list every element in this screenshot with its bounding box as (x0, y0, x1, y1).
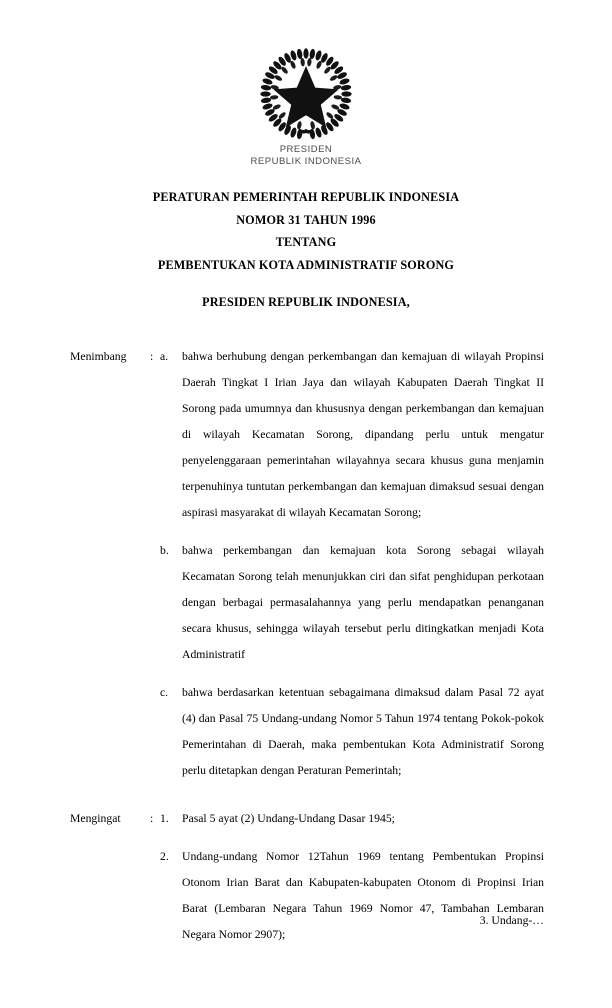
regulation-number: NOMOR 31 TAHUN 1996 (236, 212, 376, 227)
page-title: PERATURAN PEMERINTAH REPUBLIK INDONESIA (152, 190, 460, 204)
presidential-emblem-block (0, 48, 612, 167)
tentang-label: TENTANG (275, 235, 337, 249)
section-spacer (70, 784, 544, 806)
regulation-subject: PEMBENTUKAN KOTA ADMINISTRATIF SORONG (157, 257, 455, 272)
emblem-caption-line-1: PRESIDEN (279, 144, 333, 155)
emblem-caption-line-2: REPUBLIK INDONESIA (250, 155, 362, 167)
issuing-authority: PRESIDEN REPUBLIK INDONESIA, (202, 295, 410, 309)
document-title-block (0, 186, 612, 276)
list-item-marker: 1. (160, 812, 169, 825)
list-item-marker: b. (160, 544, 169, 557)
list-item-text: bahwa berdasarkan ketentuan sebagaimana dimaksud dalam Pasal 72 ayat (4) dan Pasal 75 Undang-undang Nomor 5 Tahun 1974 tentang Pokok-pokok Pemerintahan di Daerah, maka pembentukan Kota Administratif Sorong perlu ditetapkan dengan Peraturan Pemerintah; (182, 686, 544, 777)
garuda-star-wreath-emblem-icon (258, 48, 354, 140)
considerations-colon: : (150, 350, 154, 363)
list-item-marker: c. (160, 686, 169, 699)
considerations-list (160, 344, 544, 784)
issuing-authority-block (0, 295, 612, 310)
page-continuation-marker: 3. Undang-… (479, 914, 544, 927)
list-item-marker: a. (160, 350, 169, 363)
considerations-label: Menimbang (70, 350, 127, 363)
list-item-text: Undang-undang Nomor 12Tahun 1969 tentang Pembentukan Propinsi Otonom Irian Barat dan Kabupaten-kabupaten Otonom di Propinsi Irian Barat (Lembaran Negara Tahun 1969 Nomor 47, Tambahan Lembaran Negara Nomor 2907); (182, 850, 544, 941)
list-item (160, 538, 544, 668)
list-item (160, 680, 544, 784)
emblem-caption (0, 144, 612, 167)
considerations-section (70, 344, 544, 784)
document-body (70, 344, 544, 948)
list-item (160, 806, 544, 832)
legal-basis-label: Mengingat (70, 812, 121, 825)
list-item (160, 344, 544, 526)
list-item-marker: 2. (160, 850, 169, 863)
list-item-text: Pasal 5 ayat (2) Undang-Undang Dasar 1945; (182, 812, 395, 825)
list-item-text: bahwa perkembangan dan kemajuan kota Sorong sebagai wilayah Kecamatan Sorong telah menunjukkan ciri dan sifat penghidupan perkotaan dengan berbagai permasalahannya yang perlu mendapatkan penanganan secara khusus, sehingga wilayah tersebut perlu ditingkatkan menjadi Kota Administratif (182, 544, 544, 661)
list-item-text: bahwa berhubung dengan perkembangan dan kemajuan di wilayah Propinsi Daerah Tingkat I Irian Jaya dan wilayah Kabupaten Daerah Tingkat II Sorong pada umumnya dan khususnya dengan perkembangan dan kemajuan di wilayah Kecamatan Sorong, dipandang perlu untuk mengatur penyelenggaraan pemerintahan wilayahnya secara khusus guna menjamin terpenuhinya tuntutan perkembangan dan kemajuan dimaksud sesuai dengan aspirasi masyarakat di wilayah Kecamatan Sorong; (182, 350, 544, 519)
legal-basis-colon: : (150, 812, 154, 825)
